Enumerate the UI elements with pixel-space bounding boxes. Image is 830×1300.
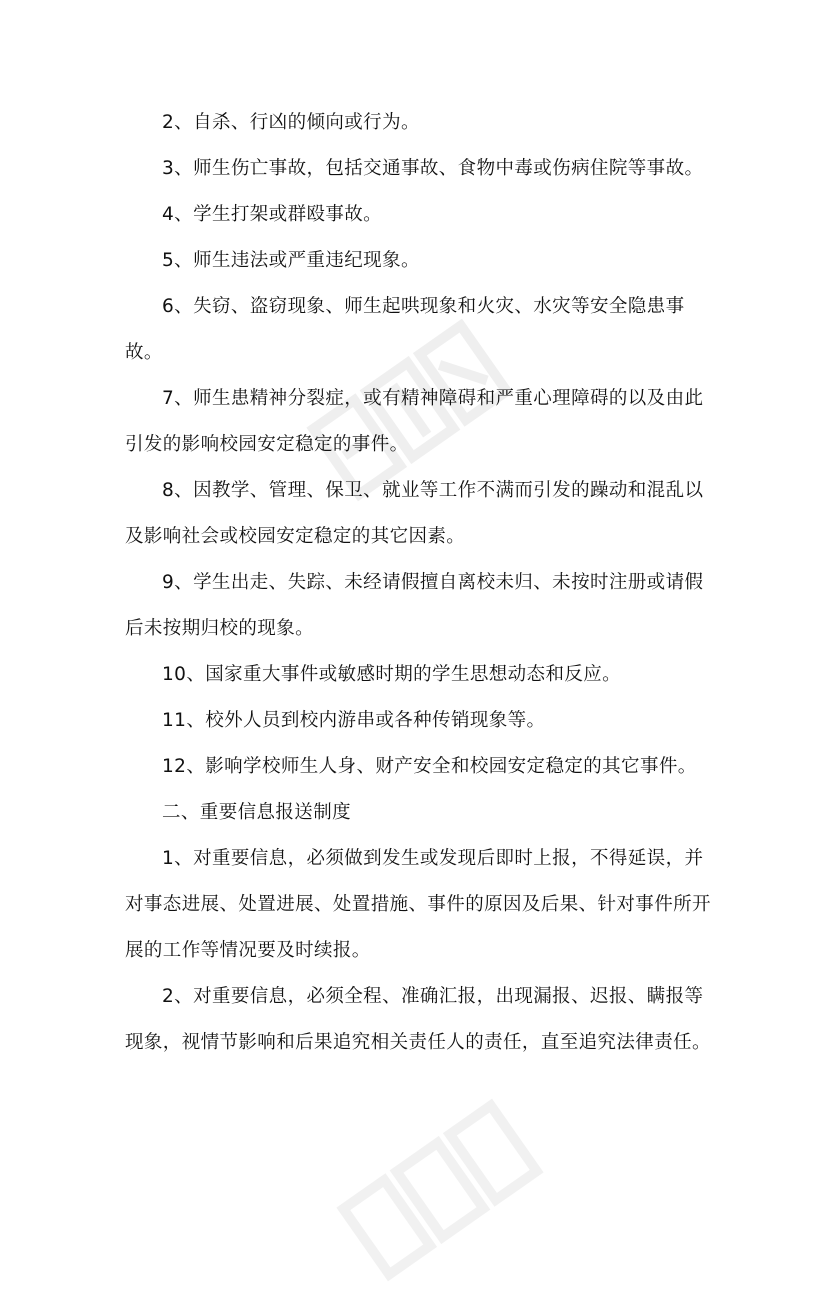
list-item-11: 11、校外人员到校内游串或各种传销现象等。 — [162, 710, 546, 731]
list-item-9: 9、学生出走、失踪、未经请假擅自离校未归、未按时注册或请假后未按期归校的现象。 — [125, 572, 704, 639]
list-item-3: 3、师生伤亡事故，包括交通事故、食物中毒或伤病住院等事故。 — [162, 158, 704, 179]
section-heading: 二、重要信息报送制度 — [162, 802, 352, 823]
rule-item-1: 1、对重要信息，必须做到发生或发现后即时上报，不得延误，并对事态进展、处置进展、处置措施、事件的原因及后果、针对事件所开展的工作等情况要及时续报。 — [125, 848, 711, 961]
list-item-6: 6、失窃、盗窃现象、师生起哄现象和火灾、水灾等安全隐患事故。 — [125, 296, 685, 363]
watermark-logo-bottom-icon — [330, 1080, 550, 1300]
list-item-7: 7、师生患精神分裂症，或有精神障碍和严重心理障碍的以及由此引发的影响校园安定稳定的事件。 — [125, 388, 704, 455]
list-item-8: 8、因教学、管理、保卫、就业等工作不满而引发的躁动和混乱以及影响社会或校园安定稳定的其它因素。 — [125, 480, 704, 547]
list-item-10: 10、国家重大事件或敏感时期的学生思想动态和反应。 — [162, 664, 622, 685]
list-item-12: 12、影响学校师生人身、财产安全和校园安定稳定的其它事件。 — [162, 756, 697, 777]
list-item-5: 5、师生违法或严重违纪现象。 — [162, 250, 420, 271]
list-item-4: 4、学生打架或群殴事故。 — [162, 204, 383, 225]
rule-item-2: 2、对重要信息，必须全程、准确汇报，出现漏报、迟报、瞒报等现象，视情节影响和后果追究相关责任人的责任，直至追究法律责任。 — [125, 986, 711, 1053]
list-item-2: 2、自杀、行凶的倾向或行为。 — [162, 112, 420, 133]
document-body — [125, 100, 715, 1066]
